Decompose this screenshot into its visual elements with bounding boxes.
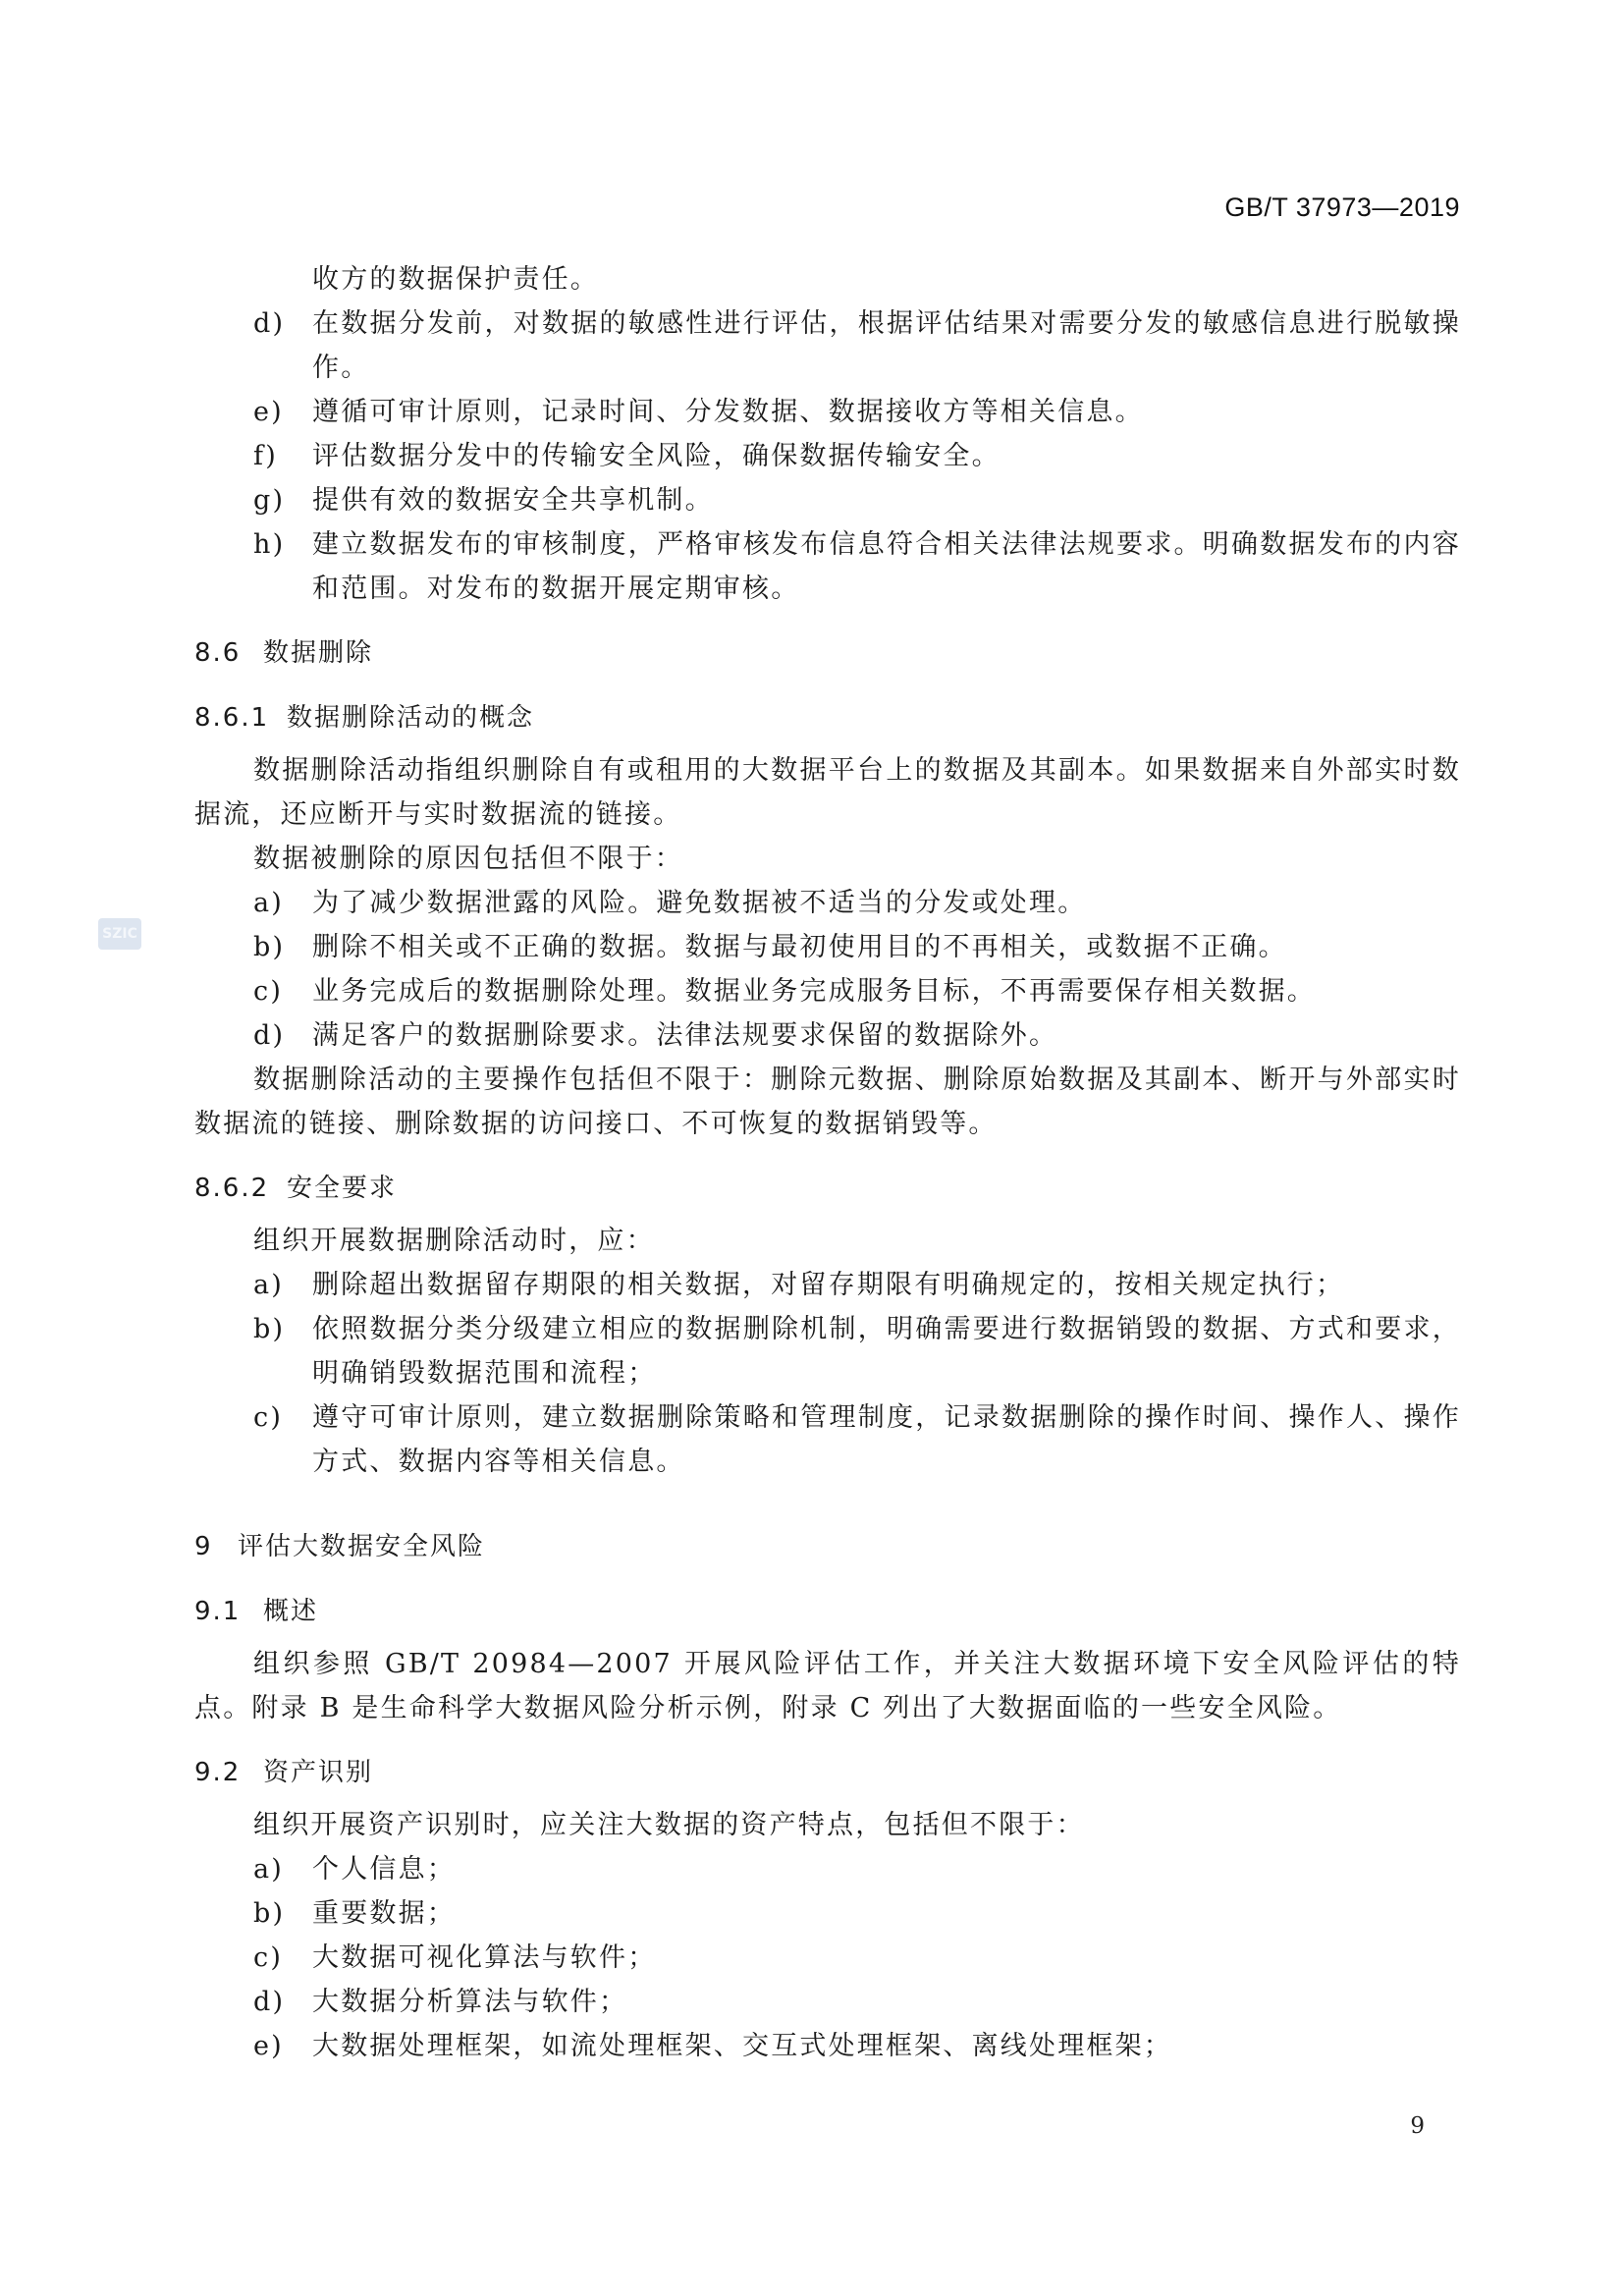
list-item — [194, 522, 1461, 611]
list-item — [194, 1263, 1461, 1307]
section-heading-9-2 — [194, 1751, 1461, 1795]
paragraph: 组织开展数据删除活动时，应： — [253, 1226, 655, 1256]
list-item — [194, 1891, 1461, 1936]
list-item — [194, 1395, 1461, 1484]
list-label: a) — [253, 1854, 285, 1885]
list-label: c) — [253, 1402, 284, 1433]
list-text: 大数据处理框架，如流处理框架、交互式处理框架、离线处理框架； — [312, 2031, 1172, 2061]
section-heading-9 — [194, 1525, 1461, 1569]
list-text: 建立数据发布的审核制度，严格审核发布信息符合相关法律法规要求。明确数据发布的内容和范围。对发布的数据开展定期审核。 — [312, 529, 1461, 604]
list-label: a) — [253, 888, 285, 918]
list-text: 在数据分发前，对数据的敏感性进行评估，根据评估结果对需要分发的敏感信息进行脱敏操作。 — [312, 308, 1461, 383]
list-item — [194, 925, 1461, 969]
list-label: b) — [253, 1314, 286, 1344]
list-text: 遵守可审计原则，建立数据删除策略和管理制度，记录数据删除的操作时间、操作人、操作方式、数据内容等相关信息。 — [312, 1402, 1461, 1477]
list-label: h) — [253, 529, 286, 560]
continued-text: 收方的数据保护责任。 — [312, 264, 599, 295]
section-heading-9-1 — [194, 1590, 1461, 1634]
document-body — [194, 257, 1461, 2068]
list-label: b) — [253, 1898, 286, 1929]
list-text: 业务完成后的数据删除处理。数据业务完成服务目标，不再需要保存相关数据。 — [312, 976, 1316, 1007]
list-text: 满足客户的数据删除要求。法律法规要求保留的数据除外。 — [312, 1020, 1058, 1051]
list-text: 删除不相关或不正确的数据。数据与最初使用目的不再相关，或数据不正确。 — [312, 932, 1287, 962]
list-label: f) — [253, 441, 278, 471]
list-text: 删除超出数据留存期限的相关数据，对留存期限有明确规定的，按相关规定执行； — [312, 1270, 1345, 1300]
list-item — [194, 301, 1461, 390]
list-item — [194, 1936, 1461, 1980]
list-text: 为了减少数据泄露的风险。避免数据被不适当的分发或处理。 — [312, 888, 1087, 918]
paragraph: 数据被删除的原因包括但不限于： — [253, 844, 683, 874]
list-text: 提供有效的数据安全共享机制。 — [312, 485, 714, 516]
list-label: d) — [253, 1020, 286, 1051]
paragraph: 组织开展资产识别时，应关注大数据的资产特点，包括但不限于： — [253, 1810, 1085, 1840]
continued-list-item — [194, 257, 1461, 301]
list-label: g) — [253, 485, 286, 516]
list-label: e) — [253, 2031, 284, 2061]
section-number: 8.6.1 — [194, 703, 270, 733]
section-number: 8.6 — [194, 638, 242, 668]
paragraph: 数据删除活动指组织删除自有或租用的大数据平台上的数据及其副本。如果数据来自外部实时数据流，还应断开与实时数据流的链接。 — [194, 755, 1461, 830]
list-text: 依照数据分类分级建立相应的数据删除机制，明确需要进行数据销毁的数据、方式和要求，明确销毁数据范围和流程； — [312, 1314, 1461, 1389]
list-label: c) — [253, 1942, 284, 1973]
section-title: 数据删除 — [263, 638, 374, 668]
section-title: 数据删除活动的概念 — [287, 703, 535, 733]
paragraph: 组织参照 GB/T 20984—2007 开展风险评估工作，并关注大数据环境下安全风险评估的特点。附录 B 是生命科学大数据风险分析示例，附录 C 列出了大数据面临的一些安全风险。 — [194, 1649, 1461, 1723]
list-item — [194, 1307, 1461, 1395]
list-item — [194, 881, 1461, 925]
list-label: e) — [253, 397, 284, 427]
section-title: 概述 — [263, 1597, 319, 1626]
standard-code-header: GB/T 37973—2019 — [1224, 192, 1460, 222]
section-heading-8-6-2 — [194, 1167, 1461, 1211]
section-number: 9 — [194, 1532, 213, 1561]
list-item — [194, 434, 1461, 478]
section-number: 9.2 — [194, 1758, 242, 1787]
list-text: 个人信息； — [312, 1854, 456, 1885]
section-number: 9.1 — [194, 1597, 242, 1626]
list-item — [194, 478, 1461, 522]
list-label: d) — [253, 1987, 286, 2017]
section-heading-8-6 — [194, 631, 1461, 676]
section-heading-8-6-1 — [194, 696, 1461, 740]
paragraph: 数据删除活动的主要操作包括但不限于：删除元数据、删除原始数据及其副本、断开与外部实时数据流的链接、删除数据的访问接口、不可恢复的数据销毁等。 — [194, 1065, 1461, 1139]
list-label: c) — [253, 976, 284, 1007]
section-title: 评估大数据安全风险 — [238, 1532, 486, 1561]
list-item — [194, 1980, 1461, 2024]
list-text: 评估数据分发中的传输安全风险，确保数据传输安全。 — [312, 441, 1001, 471]
list-text: 遵循可审计原则，记录时间、分发数据、数据接收方等相关信息。 — [312, 397, 1144, 427]
section-number: 8.6.2 — [194, 1174, 270, 1203]
list-text: 大数据分析算法与软件； — [312, 1987, 628, 2017]
list-item — [194, 969, 1461, 1013]
list-label: a) — [253, 1270, 285, 1300]
list-item — [194, 2024, 1461, 2068]
page-number: 9 — [1410, 2113, 1425, 2139]
szic-watermark-logo: SZIC — [98, 918, 141, 950]
section-title: 安全要求 — [287, 1174, 398, 1203]
list-label: b) — [253, 932, 286, 962]
list-text: 大数据可视化算法与软件； — [312, 1942, 657, 1973]
list-label: d) — [253, 308, 286, 339]
section-title: 资产识别 — [263, 1758, 374, 1787]
list-item — [194, 390, 1461, 434]
list-text: 重要数据； — [312, 1898, 456, 1929]
list-item — [194, 1847, 1461, 1891]
list-item — [194, 1013, 1461, 1058]
